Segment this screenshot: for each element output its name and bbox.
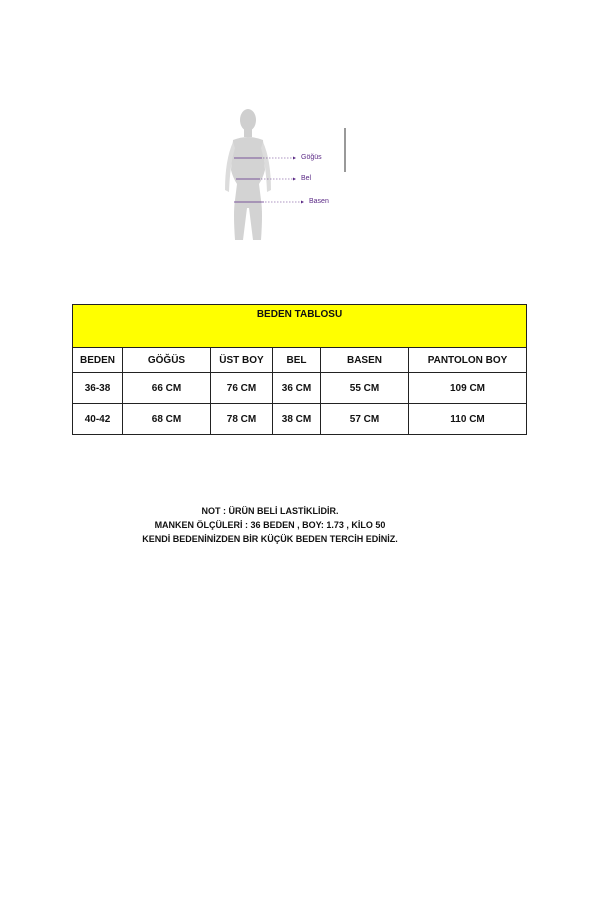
table-cell: 36-38 <box>73 373 123 404</box>
table-cell: 38 CM <box>273 404 321 435</box>
header-cell: BEDEN <box>73 348 123 373</box>
table-cell: 110 CM <box>409 404 527 435</box>
header-cell: GÖĞÜS <box>123 348 211 373</box>
table-row <box>73 373 527 404</box>
table-row <box>73 404 527 435</box>
table-cell: 78 CM <box>211 404 273 435</box>
table-cell: 55 CM <box>321 373 409 404</box>
chest-label: Göğüs <box>301 154 322 161</box>
note-line: NOT : ÜRÜN BELİ LASTİKLİDİR. <box>201 506 339 516</box>
size-chart-table <box>72 304 527 435</box>
table-cell: 109 CM <box>409 373 527 404</box>
table-cell: 40-42 <box>73 404 123 435</box>
waist-label: Bel <box>301 175 312 182</box>
table-cell: 66 CM <box>123 373 211 404</box>
header-cell: ÜST BOY <box>211 348 273 373</box>
table-title: BEDEN TABLOSU <box>73 305 527 348</box>
table-cell: 57 CM <box>321 404 409 435</box>
hip-label: Basen <box>309 198 329 205</box>
notes-block <box>120 504 420 546</box>
table-cell: 36 CM <box>273 373 321 404</box>
table-cell: 76 CM <box>211 373 273 404</box>
header-cell: BASEN <box>321 348 409 373</box>
note-line: MANKEN ÖLÇÜLERİ : 36 BEDEN , BOY: 1.73 , KİLO 50 <box>154 520 386 530</box>
mannequin-icon <box>215 100 365 250</box>
header-cell: PANTOLON BOY <box>409 348 527 373</box>
table-cell: 68 CM <box>123 404 211 435</box>
body-measurement-figure <box>215 100 365 250</box>
header-cell: BEL <box>273 348 321 373</box>
note-line: KENDİ BEDENİNİZDEN BİR KÜÇÜK BEDEN TERCİH EDİNİZ. <box>142 534 398 544</box>
table-header-row <box>73 348 527 373</box>
